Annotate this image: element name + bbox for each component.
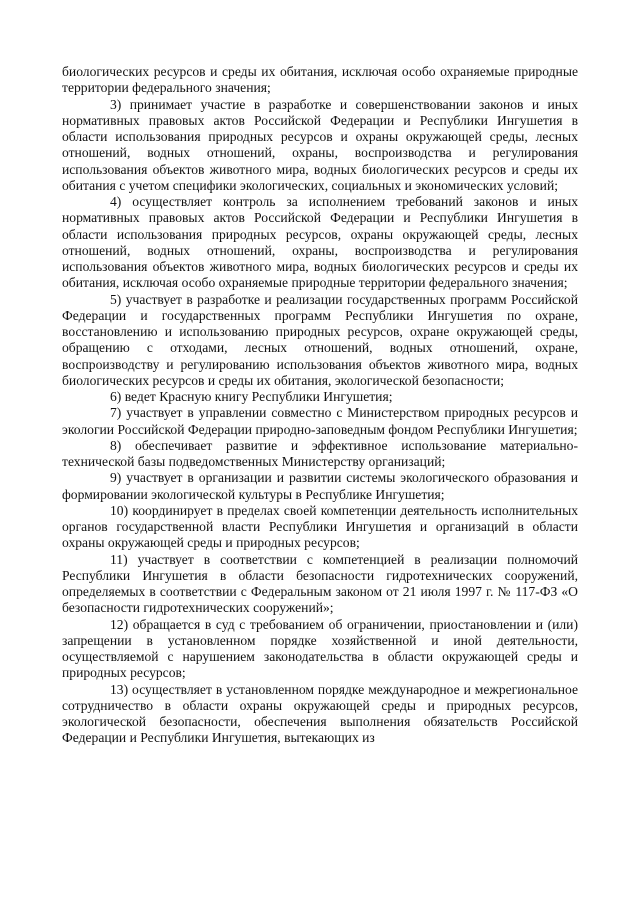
list-item-12: 12) обращается в суд с требованием об ограничении, приостановлении и (или) запрещении в установленном порядке хозяйственной и иной деятельности, осуществляемой с нарушением законодательства в области окружающей среды и природных ресурсов;: [62, 616, 578, 681]
document-page: [62, 64, 578, 747]
list-item-8: 8) обеспечивает развитие и эффективное использование материально-технической базы подведомственных Министерству организаций;: [62, 437, 578, 469]
list-item-13: 13) осуществляет в установленном порядке международное и межрегиональное сотрудничество в области охраны окружающей среды и природных ресурсов, экологической безопасности, обеспечения выполнения обязательств Российской Федерации и Республики Ингушетия, вытекающих из: [62, 681, 578, 746]
list-item-11: 11) участвует в соответствии с компетенцией в реализации полномочий Республики Ингушетия в области безопасности гидротехнических сооружений, определяемых в соответствии с Федеральным законом от 21 июля 1997 г. № 117-ФЗ «О безопасности гидротехнических сооружений»;: [62, 551, 578, 616]
list-item-10: 10) координирует в пределах своей компетенции деятельность исполнительных органов государственной власти Республики Ингушетия и организаций в области охраны окружающей среды и природных ресурсов;: [62, 502, 578, 551]
list-item-3: 3) принимает участие в разработке и совершенствовании законов и иных нормативных правовых актов Российской Федерации и Республики Ингушетия в области использования природных ресурсов и охраны окружающей среды, лесных отношений, водных отношений, охраны, воспроизводства и регулирования использования объектов животного мира, водных биологических ресурсов и среды их обитания с учетом специфики экологических, социальных и экономических условий;: [62, 96, 578, 193]
list-item-9: 9) участвует в организации и развитии системы экологического образования и формировании экологической культуры в Республике Ингушетия;: [62, 470, 578, 502]
list-item-4: 4) осуществляет контроль за исполнением требований законов и иных нормативных правовых актов Российской Федерации и Республики Ингушетия в области использования природных ресурсов, охраны окружающей среды, лесных отношений, водных отношений, охраны, воспроизводства и регулирования использования объектов животного мира, водных биологических ресурсов и среды их обитания, исключая особо охраняемые природные территории федерального значения;: [62, 194, 578, 291]
list-item-6: 6) ведет Красную книгу Республики Ингушетия;: [110, 389, 393, 404]
list-item-5: 5) участвует в разработке и реализации государственных программ Российской Федерации и государственных программ Республики Ингушетия по охране, восстановлению и использованию природных ресурсов, охране окружающей среды, обращению с отходами, лесных отношений, водных отношений, охране, воспроизводству и регулированию использования объектов животного мира, водных биологических ресурсов и среды их обитания, экологической безопасности;: [62, 291, 578, 388]
paragraph-continuation: биологических ресурсов и среды их обитания, исключая особо охраняемые природные территории федерального значения;: [62, 64, 578, 96]
list-item-7: 7) участвует в управлении совместно с Министерством природных ресурсов и экологии Российской Федерации природно-заповедным фондом Республики Ингушетия;: [62, 405, 578, 437]
